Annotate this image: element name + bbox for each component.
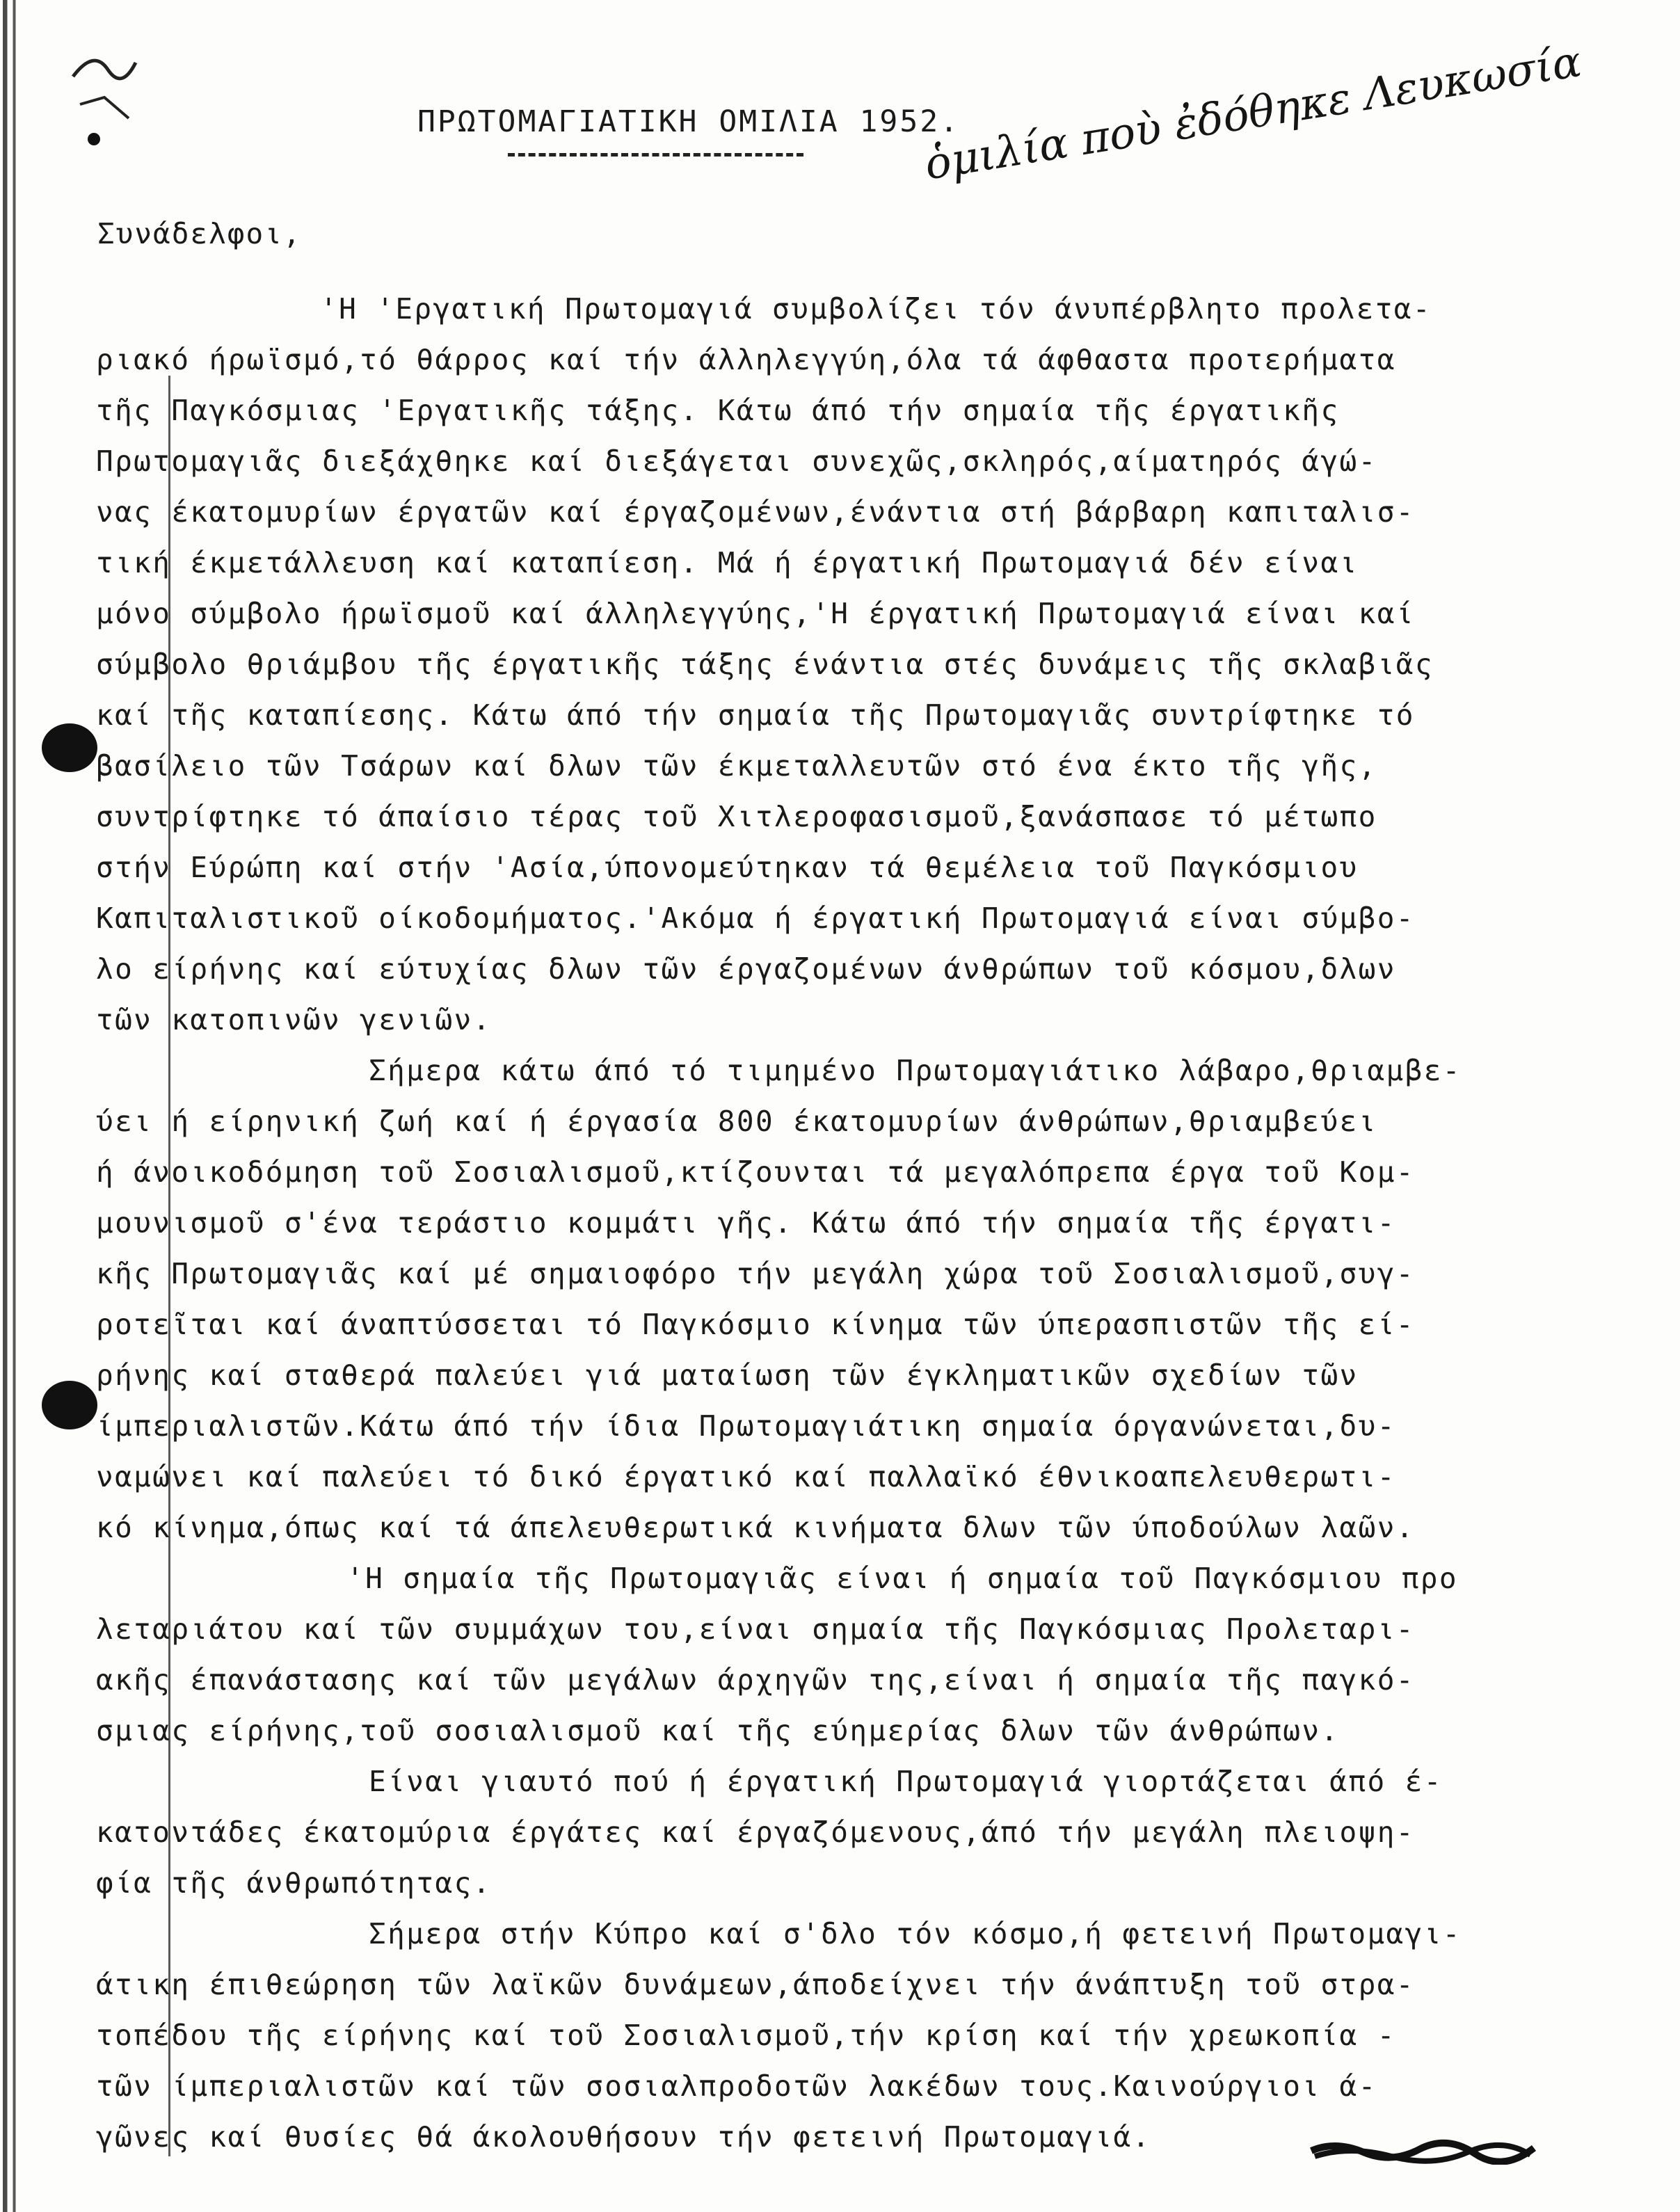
text-line: Καπιταλιστικοῦ οίκοδομήματος.'Ακόμα ή έργατική Πρωτομαγιά είναι σύμβο-	[96, 901, 1415, 935]
text-line: τική έκμετάλλευση καί καταπίεση. Μά ή έργατική Πρωτομαγιά δέν είναι	[96, 546, 1359, 579]
text-line: μουνισμοῦ σ'ένα τεράστιο κομμάτι γῆς. Κάτω άπό τήν σημαία τῆς έργατι-	[96, 1206, 1396, 1240]
text-line: νας έκατομυρίων έργατῶν καί έργαζομένων,ένάντια στή βάρβαρη καπιταλισ-	[96, 495, 1415, 529]
text-line: Σήμερα στήν Κύπρο καί σ'δλο τόν κόσμο,ή φετεινή Πρωτομαγι-	[369, 1917, 1462, 1950]
text-line: σύμβολο θριάμβου τῆς έργατικῆς τάξης ένάντια στές δυνάμεις τῆς σκλαβιᾶς	[96, 648, 1434, 681]
text-line: σμιας είρήνης,τοῦ σοσιαλισμοῦ καί τῆς εύημερίας δλων τῶν άνθρώπων.	[96, 1714, 1340, 1747]
text-line: άτικη έπιθεώρηση τῶν λαϊκῶν δυνάμεων,άποδείχνει τήν άνάπτυξη τοῦ στρα-	[96, 1968, 1415, 2001]
text-line: ή άνοικοδόμηση τοῦ Σοσιαλισμοῦ,κτίζουνται τά μεγαλόπρεπα έργα τοῦ Κομ-	[96, 1155, 1415, 1189]
punch-hole-lower	[42, 1381, 97, 1429]
text-line: ακῆς έπανάστασης καί τῶν μεγάλων άρχηγῶν της,είναι ή σημαία τῆς παγκό-	[96, 1663, 1415, 1697]
text-line: μόνο σύμβολο ήρωϊσμοῦ καί άλληλεγγύης,'Η έργατική Πρωτομαγιά είναι καί	[96, 597, 1415, 630]
corner-scribble-mark	[66, 49, 150, 153]
text-line: ναμώνει καί παλεύει τό δικό έργατικό καί παλλαϊκό έθνικοαπελευθερωτι-	[96, 1460, 1396, 1493]
speech-body	[96, 284, 1585, 2163]
text-line: τῶν ίμπεριαλιστῶν καί τῶν σοσιαλπροδοτῶν λακέδων τους.Καινούργιοι ά-	[96, 2069, 1377, 2103]
text-line: λο είρήνης καί εύτυχίας δλων τῶν έργαζομένων άνθρώπων τοῦ κόσμου,δλων	[96, 952, 1396, 986]
text-line: Είναι γιαυτό πού ή έργατική Πρωτομαγιά γιορτάζεται άπό έ-	[369, 1765, 1443, 1798]
text-line: Σήμερα κάτω άπό τό τιμημένο Πρωτομαγιάτικο λάβαρο,θριαμβε-	[369, 1054, 1462, 1087]
scan-edge-artifact	[3, 0, 21, 2212]
text-line: φία τῆς άνθρωπότητας.	[96, 1866, 492, 1900]
text-line: βασίλειο τῶν Τσάρων καί δλων τῶν έκμεταλλευτῶν στό ένα έκτο τῆς γῆς,	[96, 749, 1377, 783]
salutation: Συνάδελφοι,	[97, 217, 302, 250]
text-line: τῶν κατοπινῶν γενιῶν.	[96, 1003, 492, 1036]
text-line: καί τῆς καταπίεσης. Κάτω άπό τήν σημαία τῆς Πρωτομαγιᾶς συντρίφτηκε τό	[96, 698, 1415, 732]
document-title: ΠΡΩΤΟΜΑΓΙΑΤΙΚΗ ΟΜΙΛΙΑ 1952.	[417, 104, 960, 139]
text-line: συντρίφτηκε τό άπαίσιο τέρας τοῦ Χιτλεροφασισμοῦ,ξανάσπασε τό μέτωπο	[96, 800, 1377, 833]
text-line: ριακό ήρωϊσμό,τό θάρρος καί τήν άλληλεγγύη,όλα τά άφθαστα προτερήματα	[96, 343, 1396, 376]
handwritten-annotation: ὁμιλία ποὺ ἐδόθηκε Λευκωσία	[921, 35, 1585, 190]
text-line: ύει ή είρηνική ζωή καί ή έργασία 800 έκατομυρίων άνθρώπων,θριαμβεύει	[96, 1105, 1377, 1138]
text-line: 'Η σημαία τῆς Πρωτομαγιᾶς είναι ή σημαία τοῦ Παγκόσμιου προ	[346, 1562, 1458, 1595]
text-line: 'Η 'Εργατική Πρωτομαγιά συμβολίζει τόν άνυπέρβλητο προλετα-	[320, 292, 1432, 326]
text-line: Πρωτομαγιᾶς διεξάχθηκε καί διεξάγεται συνεχῶς,σκληρός,αίματηρός άγώ-	[96, 444, 1377, 478]
title-underline	[508, 153, 803, 157]
text-line: λεταριάτου καί τῶν συμμάχων του,είναι σημαία τῆς Παγκόσμιας Προλεταρι-	[96, 1612, 1415, 1646]
text-line: στήν Εύρώπη καί στήν 'Ασία,ύπονομεύτηκαν τά θεμέλεια τοῦ Παγκόσμιου	[96, 851, 1359, 884]
text-line: γῶνες καί θυσίες θά άκολουθήσουν τήν φετεινή Πρωτομαγιά.	[96, 2120, 1151, 2154]
text-line: ίμπεριαλιστῶν.Κάτω άπό τήν ίδια Πρωτομαγιάτικη σημαία όργανώνεται,δυ-	[96, 1409, 1396, 1443]
text-line: κό κίνημα,όπως καί τά άπελευθερωτικά κινήματα δλων τῶν ύποδούλων λαῶν.	[96, 1511, 1415, 1544]
text-line: κῆς Πρωτομαγιᾶς καί μέ σημαιοφόρο τήν μεγάλη χώρα τοῦ Σοσιαλισμοῦ,συγ-	[96, 1257, 1415, 1290]
text-line: τῆς Παγκόσμιας 'Εργατικῆς τάξης. Κάτω άπό τήν σημαία τῆς έργατικῆς	[96, 394, 1340, 427]
text-line: ρήνης καί σταθερά παλεύει γιά ματαίωση τῶν έγκληματικῶν σχεδίων τῶν	[96, 1359, 1359, 1392]
crossed-out-text	[1308, 2137, 1537, 2165]
text-line: κατοντάδες έκατομύρια έργάτες καί έργαζόμενους,άπό τήν μεγάλη πλειοψη-	[96, 1816, 1415, 1849]
text-line: ροτεῖται καί άναπτύσσεται τό Παγκόσμιο κίνημα τῶν ύπερασπιστῶν τῆς εί-	[96, 1308, 1415, 1341]
text-line: τοπέδου τῆς είρήνης καί τοῦ Σοσιαλισμοῦ,τήν κρίση καί τήν χρεωκοπία -	[96, 2019, 1396, 2052]
punch-hole-upper	[42, 723, 97, 772]
